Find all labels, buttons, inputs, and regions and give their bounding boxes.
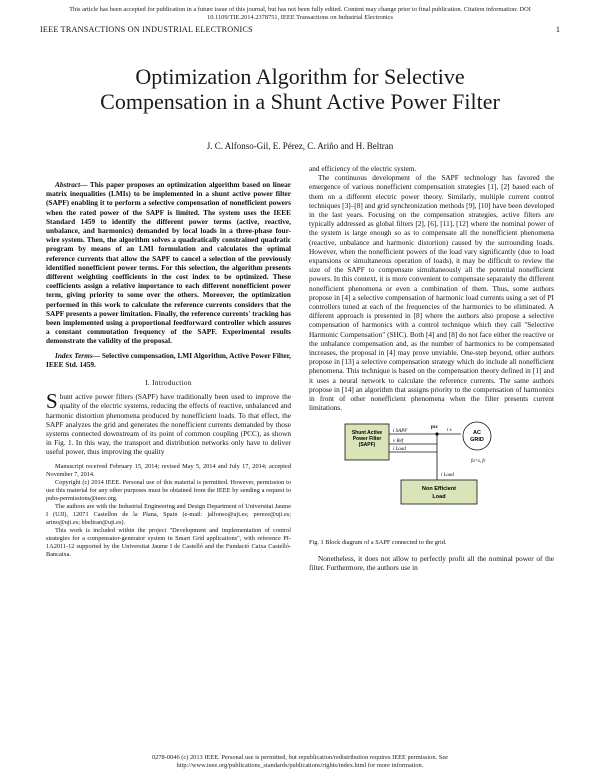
journal-name: IEEE TRANSACTIONS ON INDUSTRIAL ELECTRONICS [40,25,253,34]
block-diagram [309,418,554,536]
right-paragraph-0: and efficiency of the electric system. [309,164,417,173]
index-terms-text: — Selective compensation, LMI Algorithm, Active Power Filter, IEEE Std. 1459. [46,350,292,369]
abstract-label: Abstract [55,180,81,189]
load-block [401,480,477,504]
notice-line-1: This article has been accepted for publication in a future issue of this journal, but has not been fully edited. Content may change prior to final publication. Citation information: DOI [69,6,531,13]
title-line-1: Optimization Algorithm for Selective [135,64,465,89]
index-terms [46,351,291,369]
title-line-2: Compensation in a Shunt Active Power Filter [100,89,500,114]
footnotes [46,463,291,559]
left-column [46,180,291,559]
pcc-node [435,433,438,436]
footnote-copyright: Copyright (c) 2014 IEEE. Personal use of this material is permitted. However, permission to use this material for any other purposes must be obtained from the IEEE by sending a request to pubs-permissions@ieee.org. [46,478,291,502]
section-heading-introduction: I. Introduction [145,378,192,388]
ac-grid-circle [463,422,491,450]
copyright-footer [40,754,560,770]
isapf-text: i SAPF [393,429,408,435]
index-terms-label: Index Terms [55,350,93,360]
load-text: Non Efficient Load [422,486,456,501]
is-text: i s [447,428,452,434]
footer-line-1: 0278-0046 (c) 2013 IEEE. Personal use is permitted, but republication/redistribution requires IEEE permission. See [151,754,449,761]
footer-line-2: http://www.ieee.org/publications_standards/publications/rights/index.html for more information. [176,761,424,769]
intro-paragraph [46,389,291,457]
abstract [46,180,291,346]
footnote-funding: This work is included within the project "Development and implementation of control strategies for a compensator-generator system in Smart Grid applications", with reference PI-1A2011-12 supported by the Universitat Jaume I de Castelló and the Fundació Caixa Castelló-Bancaixa. [46,526,291,558]
notice-line-2: 10.1109/TIE.2014.2378751, IEEE Transactions on Industrial Electronics [207,13,393,21]
ac-text: AC [473,430,481,437]
abstract-text: — This paper proposes an optimization algorithm based on linear matrix inequalities (LMIs) to be implemented in a shunt active power filter (SAPF) enabling it to perform a selective compensation of nonefficient powers when the rated power of the SAPF is limited. The system uses the IEEE Standard 1459 to identify the different power terms (active, reactive, unbalance, and harmonics) demanded by local loads in a three-phase four-wire system. Then, the algorithm solves a quadratically constrained quadratic program by means of an LMI formulation and calculates the optimal reference currents that allow the SAPF to cancel a selection of the previously identified nonefficient power terms. For this selection, the algorithm presents different weighting coefficients in the cost index to be optimized. These coefficients assign a relative importance to each different nonefficient power term, giving priority to some over the others. Moreover, the optimization performed in this work to calculate the reference currents considers that the SAPF presents a power limitation. Finally, the reference currents' tracking has been implemented using a proportional feedforward controller which assures a constant commutation frequency of the SAPF. Experimental results demonstrate the validity of the proposal. [46,180,291,346]
pcc-text: pcc [431,425,439,431]
intro-text: hunt active power filters (SAPF) have traditionally been used to improve the quality of the electric systems, reducing the effects of reactive, unbalanced and harmonic distortion phenomena produced by nonefficient loads. To that effect, the SAPF analyzes the grid and generates the nonefficient currents demanded by those systems connected downstream of its point of common coupling (PCC), as shown in Fig. 1. In this way, the transport and distribution networks only have to deliver useful power, thus improving the quality [46,392,291,457]
right-paragraph-1: The continuous development of the SAPF technology has favored the emergence of various nonefficient compensation strategies [1], [2] based each of them on a different electric power theory. Similarly, multiple current control techniques [3]–[8] and grid synchronization methods [9], [10] have been developed in the last years. Focusing on the compensation strategies, active filters are typically addressed as global filters [2], [6], [11], [12] where the nominal power of the system is large enough so as to compensate all the nonefficient phenomena (reactive, unbalance and harmonic distortion) caused by the surrounding loads. However, when the nonefficient powers of the load vary significantly (due to load expansions or simultaneous operation of loads), it may be difficult to review the size of the SAPF to compensate simultaneously all the potential nonefficient powers. In this context, it is more convenient to compensate separately the different nonefficient phenomena or even a combination of them. Thus, some authors propose in [4] a selective compensation of harmonic load currents using a set of PI controllers tuned at each of the frequencies of the harmonics to be eliminated. A different approach is presented in [8] where the authors also propose a selective compensation of harmonics with a control technique which they call "Selective Harmonic Compensation" (SHC). Both [4] and [8] do not face either the reactive or the unbalance compensation and, as the number of harmonics to be compensated increases, the proposal in [4] may prove unviable. One-step beyond, other authors propose in [13] a selective compensation strategy which do include all nonefficient phenomena. This technique is based on the compensation theory defined in [1] and it uses a neural network to calculate the reference currents. The same authors propose in [14] an algorithm that assigns priority to the compensation of harmonics in front of other nonefficient phenomena when the filter presents current limitations. [309,173,554,413]
freq-text: fa=s, fc [471,459,486,465]
figure-caption: Fig. 1 Block diagram of a SAPF connected to the grid. [309,539,447,547]
vref-text: v Ref [393,439,404,445]
paper-title [40,64,560,114]
grid-text: GRID [470,437,484,444]
iload-in-text: i Load [393,447,406,453]
drop-cap: S [46,389,58,414]
right-paragraph-2: Nonetheless, it does not allow to perfectly profit all the nominal power of the filter. Furthermore, the authors use in [309,553,554,572]
page-number: 1 [555,25,560,34]
iload-text: i Load [441,473,454,479]
right-column [309,164,554,572]
sapf-label: Shunt Active Power Filter (SAPF) [351,430,383,449]
footnote-received: Manuscript received February 15, 2014; revised May 5, 2014 and July 17, 2014; accepted November 7, 2014. [46,462,291,478]
footnote-affiliation: The authors are with the Industrial Engineering and Design Department of Universitat Jaume I (UJI), 12071 Castellon de la Plana, Spain (e-mail: jalfonso@uji.es; pereze@uji.es; arino@uji.es; hbeltran@uji.es). [46,502,291,526]
publication-notice [10,6,590,22]
authors: J. C. Alfonso-Gil, E. Pérez, C. Ariño and H. Beltran [206,141,394,151]
figure-1 [309,418,554,536]
